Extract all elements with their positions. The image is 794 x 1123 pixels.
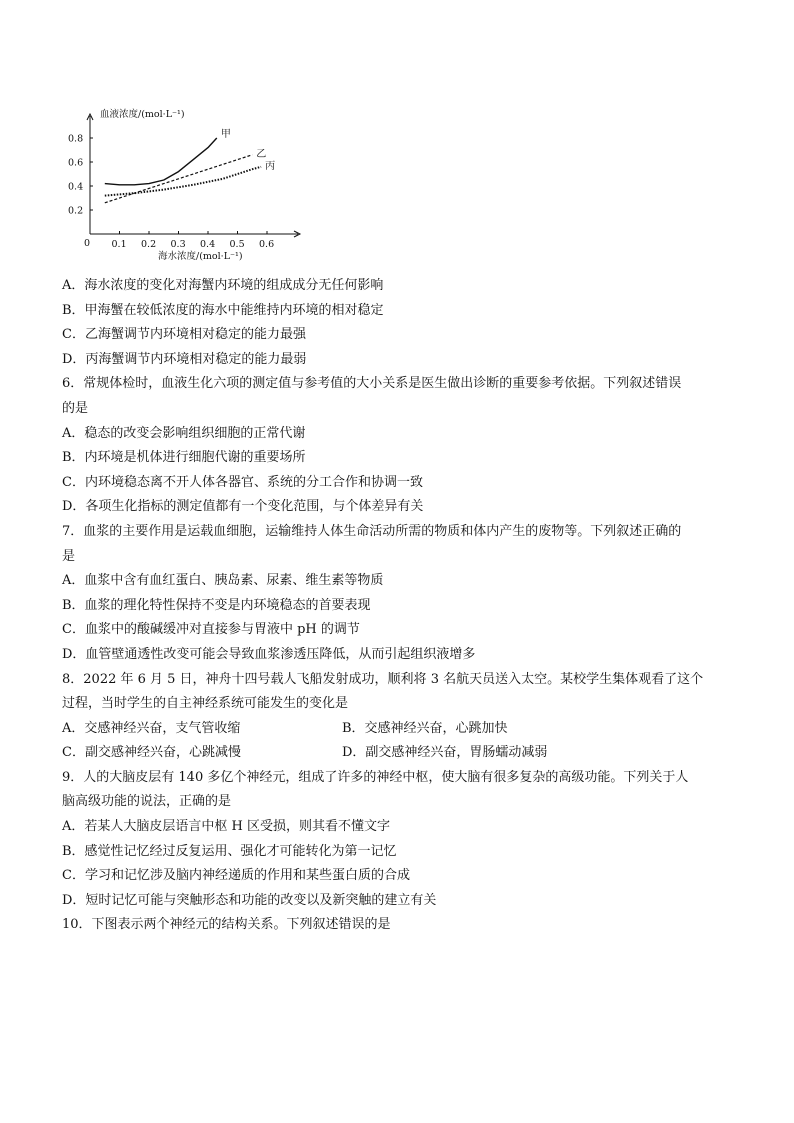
x-tick-label: 0.6 [259, 239, 275, 250]
text-line: 9．人的大脑皮层有 140 多亿个神经元，组成了许多的神经中枢，使大脑有很多复杂的高级功能。下列关于人 [62, 769, 689, 785]
text-line: 8．2022 年 6 月 5 日，神舟十四号载人飞船发射成功，顺利将 3 名航天员送入太空。某校学生集体观看了这个 [62, 671, 704, 687]
text-line: A．稳态的改变会影响组织细胞的正常代谢 [62, 425, 306, 441]
x-tick-label: 0.2 [141, 239, 157, 250]
text-line: 过程，当时学生的自主神经系统可能发生的变化是 [62, 696, 349, 712]
text-line: C．学习和记忆涉及脑内神经递质的作用和某些蛋白质的合成 [62, 868, 410, 884]
y-tick-label: 0.8 [68, 133, 84, 145]
series-line-3 [105, 167, 261, 196]
series-label: 丙 [265, 160, 276, 172]
option-item: D．副交感神经兴奋，胃肠蠕动减弱 [342, 745, 548, 761]
x-tick-label: 0.4 [200, 239, 216, 250]
question-text [62, 274, 734, 938]
option-item: B．交感神经兴奋，心跳加快 [342, 720, 508, 736]
text-line: D．血管壁通透性改变可能会导致血浆渗透压降低，从而引起组织液增多 [62, 646, 476, 662]
text-line: C．血浆中的酸碱缓冲对直接参与胃液中 pH 的调节 [62, 622, 360, 638]
y-tick-label: 0.4 [68, 181, 84, 193]
text-line: A．若某人大脑皮层语言中枢 H 区受损，则其看不懂文字 [62, 819, 390, 835]
series-label: 乙 [256, 148, 267, 160]
series-label: 甲 [220, 129, 231, 140]
x-axis-label: 海水浓度/(mol·L⁻¹) [158, 251, 243, 262]
text-line: B．甲海蟹在较低浓度的海水中能维持内环境的相对稳定 [62, 302, 384, 318]
x-tick-label: 0.1 [111, 239, 127, 250]
x-tick-label: 0.3 [170, 239, 186, 250]
concentration-chart [60, 98, 320, 273]
option-row [62, 741, 734, 766]
text-line: 的是 [62, 400, 89, 416]
text-line: D．短时记忆可能与突触形态和功能的改变以及新突触的建立有关 [62, 892, 437, 908]
text-line: 10．下图表示两个神经元的结构关系。下列叙述错误的是 [62, 917, 391, 933]
text-line: B．感觉性记忆经过反复运用、强化才可能转化为第一记忆 [62, 843, 397, 859]
text-line: D．丙海蟹调节内环境相对稳定的能力最弱 [62, 351, 307, 367]
text-line: 脑高级功能的说法，正确的是 [62, 794, 232, 810]
origin-label: 0 [84, 238, 91, 249]
y-tick-label: 0.6 [68, 157, 84, 169]
y-tick-label: 0.2 [68, 205, 84, 217]
option-row [62, 717, 734, 742]
text-line: 6．常规体检时，血液生化六项的测定值与参考值的大小关系是医生做出诊断的重要参考依据。下列叙述错误 [62, 376, 682, 392]
text-line: A．海水浓度的变化对海蟹内环境的组成成分无任何影响 [62, 278, 384, 293]
series-line-2 [105, 155, 253, 203]
x-tick-label: 0.5 [229, 239, 245, 250]
option-item: A．交感神经兴奋，支气管收缩 [62, 720, 241, 736]
text-line: B．血浆的理化特性保持不变是内环境稳态的首要表现 [62, 597, 371, 613]
text-line: 7．血浆的主要作用是运载血细胞，运输维持人体生命活动所需的物质和体内产生的废物等。下列叙述正确的 [62, 523, 682, 539]
text-line: 是 [62, 548, 76, 564]
text-line: C．乙海蟹调节内环境相对稳定的能力最强 [62, 327, 306, 343]
y-axis-label: 血液浓度/(mol·L⁻¹) [100, 109, 185, 120]
text-line: A．血浆中含有血红蛋白、胰岛素、尿素、维生素等物质 [62, 573, 384, 589]
series-line-1 [105, 138, 217, 185]
text-line: B．内环境是机体进行细胞代谢的重要场所 [62, 450, 306, 466]
text-line: D．各项生化指标的测定值都有一个变化范围，与个体差异有关 [62, 499, 424, 515]
option-item: C．副交感神经兴奋，心跳减慢 [62, 745, 241, 761]
text-line: C．内环境稳态离不开人体各器官、系统的分工合作和协调一致 [62, 474, 423, 490]
chart-svg [60, 98, 320, 273]
